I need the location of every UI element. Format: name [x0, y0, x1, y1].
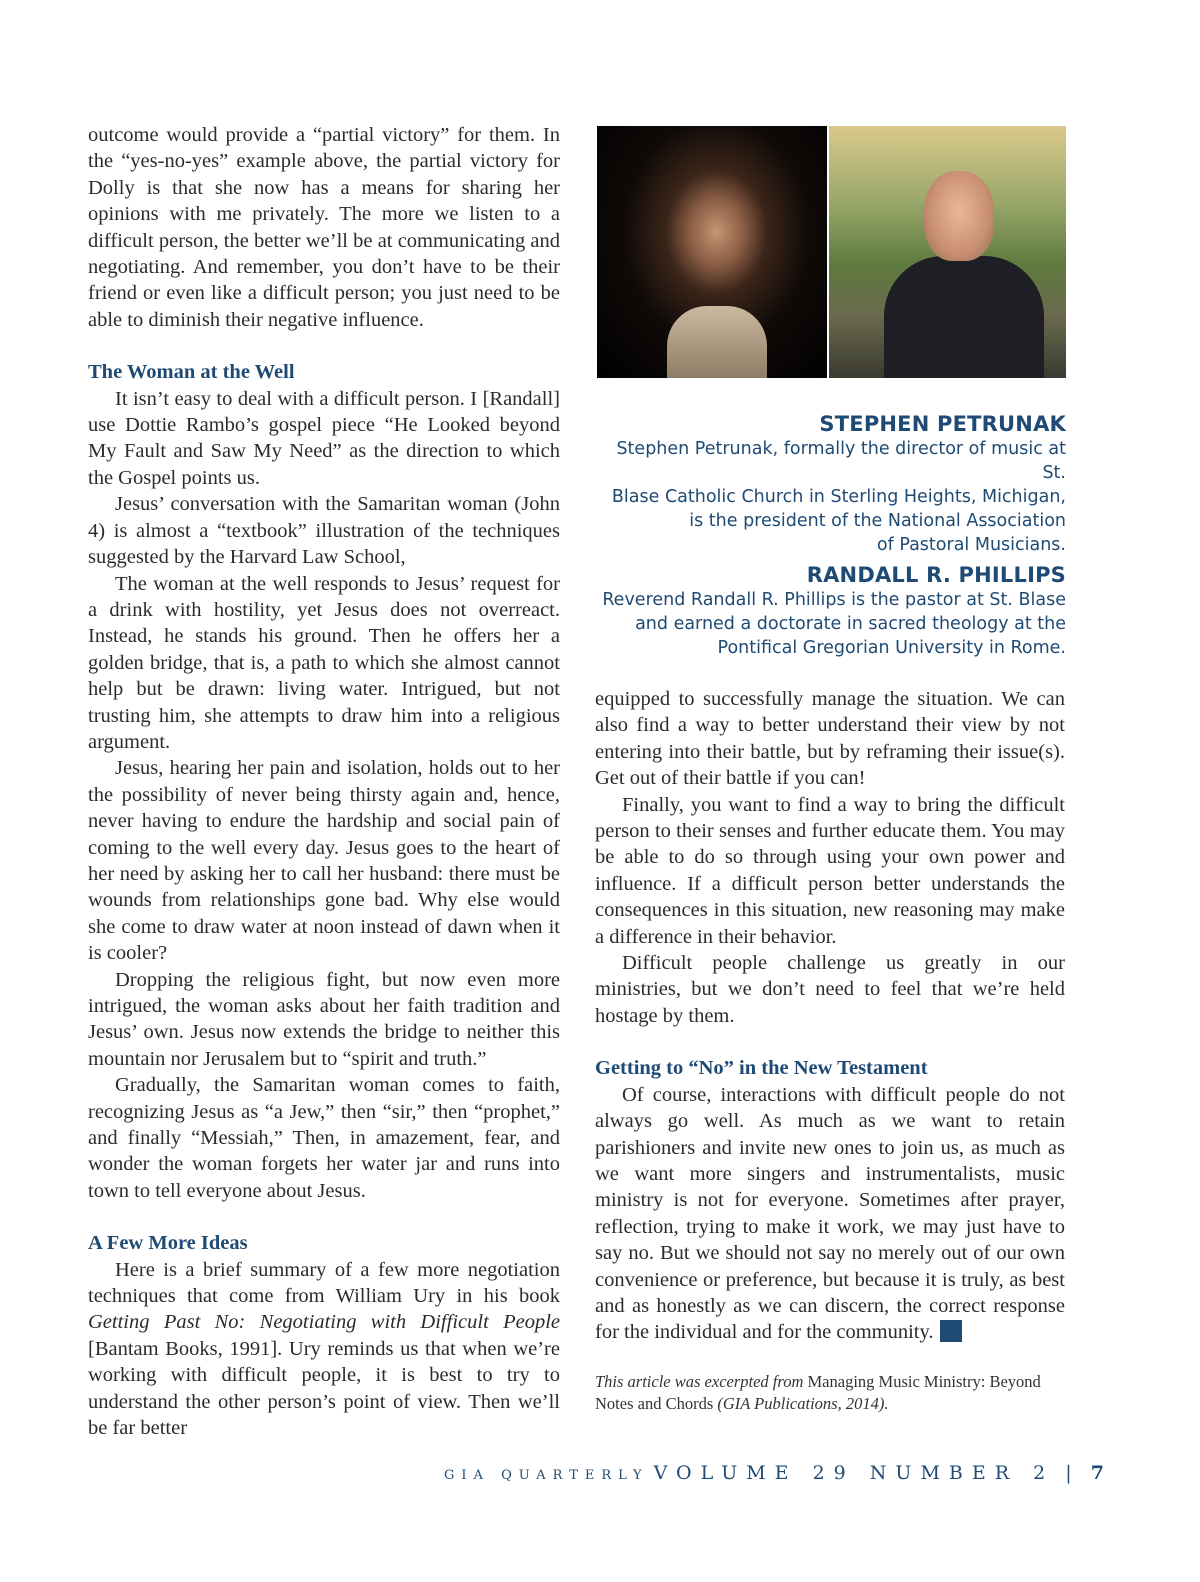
author-photos — [597, 126, 1066, 378]
credit-publisher: (GIA Publications, 2014). — [717, 1394, 889, 1413]
bio-stephen-petrunak — [597, 411, 1066, 557]
footer-magazine: GIA QUARTERLY — [444, 1468, 649, 1483]
paragraph-ideas — [88, 1257, 560, 1442]
bio-name-1: STEPHEN PETRUNAK — [819, 412, 1066, 436]
paragraph-well-6: Gradually, the Samaritan woman comes to faith, recognizing Jesus as “a Jew,” then “sir,” then “prophet,” and finally “Messiah,” Then, in amazement, fear, and wonder the woman forgets her water jar and runs into town to tell everyone about Jesus. — [88, 1074, 560, 1202]
credit-title: Managing Music Ministry: Beyond Notes and Chords — [595, 1372, 1041, 1413]
photo-stephen-petrunak — [597, 126, 827, 378]
paragraph-challenge: Difficult people challenge us greatly in our ministries, but we don’t need to feel that we’re held hostage by them. — [595, 952, 1065, 1027]
bio-text-1-line-4: of Pastoral Musicians. — [876, 535, 1066, 555]
page-number: 7 — [1090, 1462, 1104, 1484]
paragraph-ideas-part-b: [Bantam Books, 1991]. Ury reminds us that when we’re working with difficult people, it is best to try to understand the other person’s point of view. Then we’ll be far better — [88, 1337, 560, 1440]
credit-lead: This article was excerpted from — [595, 1372, 804, 1391]
paragraph-ideas-part-a: Here is a brief summary of a few more negotiation techniques that come from William Ury in his book — [88, 1258, 560, 1308]
bio-randall-phillips — [597, 562, 1066, 660]
footer-separator: | — [1065, 1462, 1072, 1484]
bio-name-2: RANDALL R. PHILLIPS — [806, 563, 1066, 587]
paragraph-well-5: Dropping the religious fight, but now even more intrigued, the woman asks about her faith tradition and Jesus’ own. Jesus now extends the bridge to neither this mountain nor Jerusalem but to “spirit and truth.” — [88, 968, 560, 1070]
heading-woman-at-the-well: The Woman at the Well — [88, 361, 295, 384]
paragraph-well-2: Jesus’ conversation with the Samaritan woman (John 4) is almost a “textbook” illustration of the techniques suggested by the Harvard Law School, — [88, 493, 560, 569]
book-title: Getting Past No: Negotiating with Difficult People — [88, 1311, 560, 1334]
paragraph-no-text: Of course, interactions with difficult people do not always go well. As much as we want to retain parishioners and invite new ones to join us, as much as we want more singers and instrumentalists, music ministry is not for everyone. Sometimes after prayer, reflection, trying to make it work, we may just have to say no. But we should not say no merely out of our own convenience or preference, but because it is truly, as best and as honestly as we can discern, the correct response for the individual and for the community. — [595, 1083, 1065, 1344]
heading-few-more-ideas: A Few More Ideas — [88, 1232, 248, 1255]
photo-shirt-shape — [667, 306, 767, 378]
bio-text-1-line-3: is the president of the National Association — [689, 511, 1066, 531]
paragraph-well-1: It isn’t easy to deal with a difficult person. I [Randall] use Dottie Rambo’s gospel piece “He Looked beyond My Fault and Saw My Need” as the direction to which the Gospel points us. — [88, 387, 560, 489]
right-column — [595, 686, 1065, 1346]
footer-volume: VOLUME 29 NUMBER 2 — [653, 1462, 1055, 1484]
paragraph-well-4: Jesus, hearing her pain and isolation, holds out to her the possibility of never being thirsty again and, hence, never having to endure the hardship and social pain of coming to the well every day. Jesus goes to the heart of her need by asking her to call her husband: there must be wounds from relationships gone bad. Why else would she come to draw water at noon instead of dawn when it is cooler? — [88, 757, 560, 965]
photo-face-shape — [924, 171, 994, 261]
paragraph-continued: outcome would provide a “partial victory” for them. In the “yes-no-yes” example above, the partial victory for Dolly is that she now has a means for sharing her opinions with me privately. The more we listen to a difficult person, the better we’ll be at communicating and negotiating. And remember, you don’t have to be their friend or even like a difficult person; you just need to be able to diminish their negative influence. — [88, 124, 560, 331]
bio-text-1-line-1: Stephen Petrunak, formally the director of music at St. — [616, 439, 1066, 483]
page-footer — [444, 1462, 1104, 1484]
bio-text-2-line-1: Reverend Randall R. Phillips is the pastor at St. Blase — [602, 590, 1066, 610]
left-column — [88, 122, 560, 1442]
heading-getting-to-no: Getting to “No” in the New Testament — [595, 1057, 928, 1080]
paragraph-no — [595, 1082, 1065, 1346]
bio-text-2-line-2: and earned a doctorate in sacred theology at the — [635, 614, 1066, 634]
end-of-article-mark — [940, 1320, 962, 1342]
paragraph-well-3: The woman at the well responds to Jesus’ request for a drink with hostility, yet Jesus does not overreact. Instead, he stands his ground. Then he offers her a golden bridge, that is, a path to which she almost cannot help but be drawn: living water. Intrigued, but not trusting him, she attempts to draw him into a religious argument. — [88, 572, 560, 753]
paragraph-finally: Finally, you want to find a way to bring the difficult person to their senses and further educate them. You may be able to do so through using your own power and influence. If a difficult person better understands the consequences in this situation, new reasoning may make a difference in their behavior. — [595, 793, 1065, 948]
article-credit — [595, 1371, 1065, 1415]
photo-randall-phillips — [829, 126, 1066, 378]
bio-text-1-line-2: Blase Catholic Church in Sterling Heights, Michigan, — [611, 487, 1066, 507]
photo-jacket-shape — [884, 256, 1044, 378]
paragraph-equipped: equipped to successfully manage the situation. We can also find a way to better understand their view by not entering into their battle, but by reframing their issue(s). Get out of their battle if you can! — [595, 688, 1065, 790]
bio-text-2-line-3: Pontifical Gregorian University in Rome. — [717, 638, 1066, 658]
